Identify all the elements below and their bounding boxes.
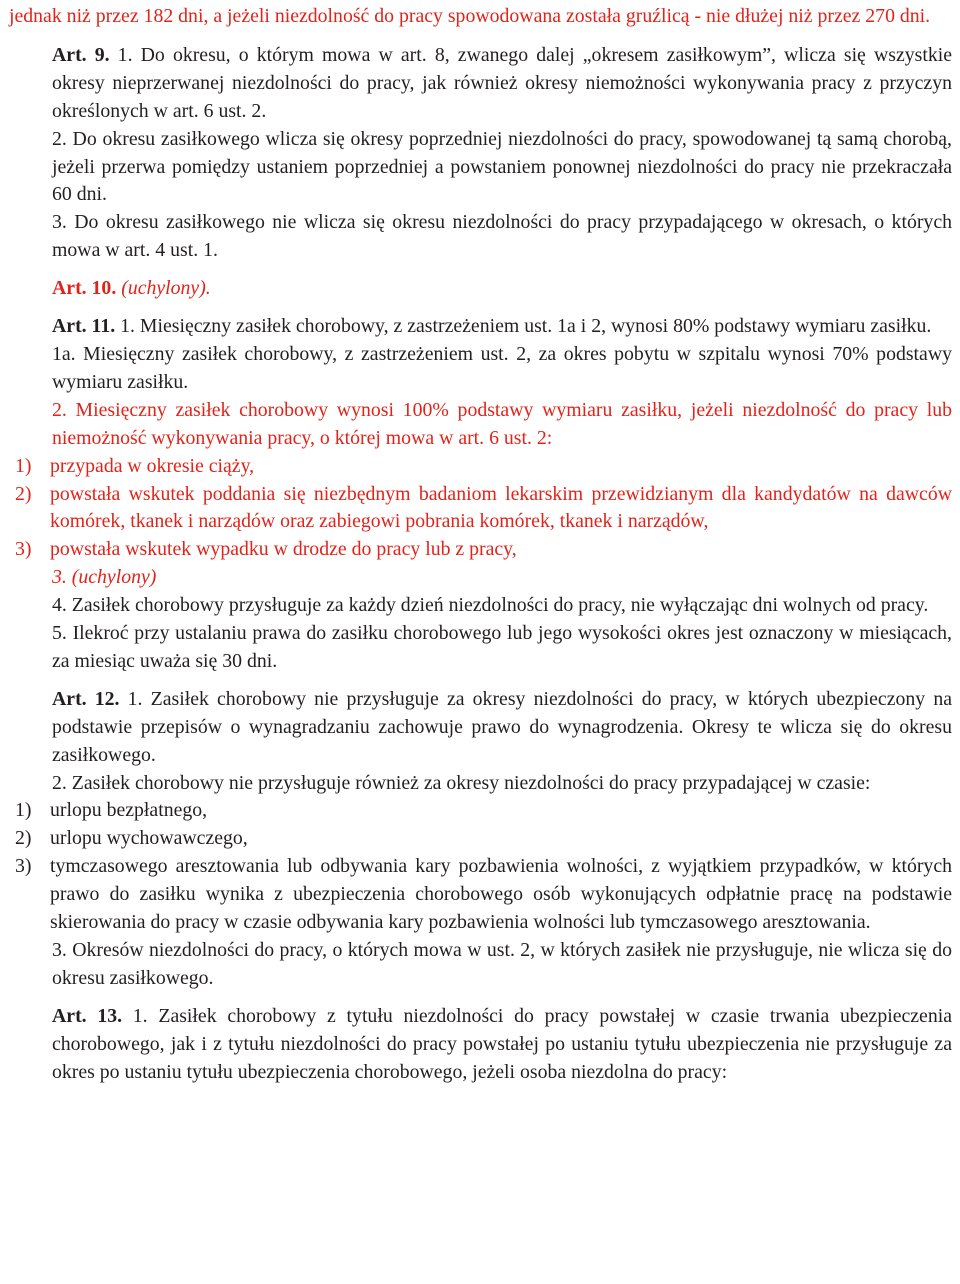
art-11-ust-2: 2. Miesięczny zasiłek chorobowy wynosi 100% podstawy wymiaru zasiłku, jeżeli niezdolność do pracy lub niemożność wykonywania pracy, o której mowa w art. 6 ust. 2: <box>52 398 952 449</box>
list-item: 2) urlopu wychowawczego, <box>15 827 248 850</box>
art-9-ust-3: 3. Do okresu zasiłkowego nie wlicza się okresu niezdolności do pracy przypadającego w okresach, o których mowa w art. 4 ust. 1. <box>52 211 952 262</box>
art-10: Art. 10. (uchylony). <box>52 277 211 300</box>
art-11-ust-4: 4. Zasiłek chorobowy przysługuje za każdy dzień niezdolności do pracy, nie wyłączając dni wolnych od pracy. <box>52 594 929 617</box>
art-11-heading: Art. 11. <box>52 315 116 338</box>
art-12-ust-3: 3. Okresów niezdolności do pracy, o których mowa w ust. 2, w których zasiłek nie przysługuje, nie wlicza się do okresu zasiłkowego. <box>52 939 952 989</box>
art-9-heading: Art. 9. <box>52 43 110 66</box>
art-12-ust-1: Art. 12. 1. Zasiłek chorobowy nie przysługuje za okresy niezdolności do pracy, w których ubezpieczony na podstawie przepisów o wynagradzaniu zachowuje prawo do wynagrodzenia. Okresy te wlicza się do okresu zasiłkowego. <box>52 687 952 766</box>
art-11-ust-1: Art. 11. 1. Miesięczny zasiłek chorobowy, z zastrzeżeniem ust. 1a i 2, wynosi 80% podstawy wymiaru zasiłku. <box>52 315 932 338</box>
art-11-ust-3: 3. (uchylony) <box>52 566 157 589</box>
art-10-heading: Art. 10. <box>52 277 117 300</box>
art-11-ust-5: 5. Ilekroć przy ustalaniu prawa do zasiłku chorobowego lub jego wysokości okres jest oznaczony w miesiącach, za miesiąc uważa się 30 dni. <box>52 622 952 672</box>
list-item: 1) urlopu bezpłatnego, <box>15 799 208 822</box>
list-item: 1) przypada w okresie ciąży, <box>15 454 255 477</box>
art-13-heading: Art. 13. <box>52 1004 123 1027</box>
list-item: 3) powstała wskutek wypadku w drodze do pracy lub z pracy, <box>15 538 517 561</box>
art-12-heading: Art. 12. <box>52 687 120 710</box>
art-9-ust-2: 2. Do okresu zasiłkowego wlicza się okresy poprzedniej niezdolności do pracy, spowodowanej tą samą chorobą, jeżeli przerwa pomiędzy ustaniem poprzedniej a powstaniem ponownej niezdolności do pracy nie przekraczała 60 dni. <box>52 127 952 206</box>
art-9-ust-1: Art. 9. 1. Do okresu, o którym mowa w art. 8, zwanego dalej „okresem zasiłkowym”, wlicza się wszystkie okresy nieprzerwanej niezdolności do pracy, jak również okresy niemożności wykonywania pracy z przyczyn określonych w art. 6 ust. 2. <box>52 43 952 122</box>
list-item: 3) tymczasowego aresztowania lub odbywania kary pozbawienia wolności, z wyjątkiem przypadków, w których prawo do zasiłku wynika z ubezpieczenia chorobowego osób wykonujących odpłatnie pracę na podstawie skierowania do pracy w czasie odbywania kary pozbawienia wolności lub tymczasowego aresztowania. <box>15 855 952 934</box>
art-13-ust-1: Art. 13. 1. Zasiłek chorobowy z tytułu niezdolności do pracy powstałej w czasie trwania ubezpieczenia chorobowego, jak i z tytułu niezdolności do pracy powstałej po ustaniu tytułu ubezpieczenia nie przysługuje za okres po ustaniu tytułu ubezpieczenia chorobowego, jeżeli osoba niezdolna do pracy: <box>52 1004 952 1083</box>
paragraph-continuation: jednak niż przez 182 dni, a jeżeli niezdolność do pracy spowodowana została gruźlicą - nie dłużej niż przez 270 dni. <box>9 5 931 27</box>
art-11-ust-1a: 1a. Miesięczny zasiłek chorobowy, z zastrzeżeniem ust. 2, za okres pobytu w szpitalu wynosi 70% podstawy wymiaru zasiłku. <box>52 342 952 393</box>
art-12-ust-2: 2. Zasiłek chorobowy nie przysługuje również za okresy niezdolności do pracy przypadającej w czasie: <box>52 771 871 794</box>
list-item: 2) powstała wskutek poddania się niezbędnym badaniom lekarskim przewidzianym dla kandydatów na dawców komórek, tkanek i narządów oraz zabiegowi pobrania komórek, tkanek i narządów, <box>15 482 952 533</box>
